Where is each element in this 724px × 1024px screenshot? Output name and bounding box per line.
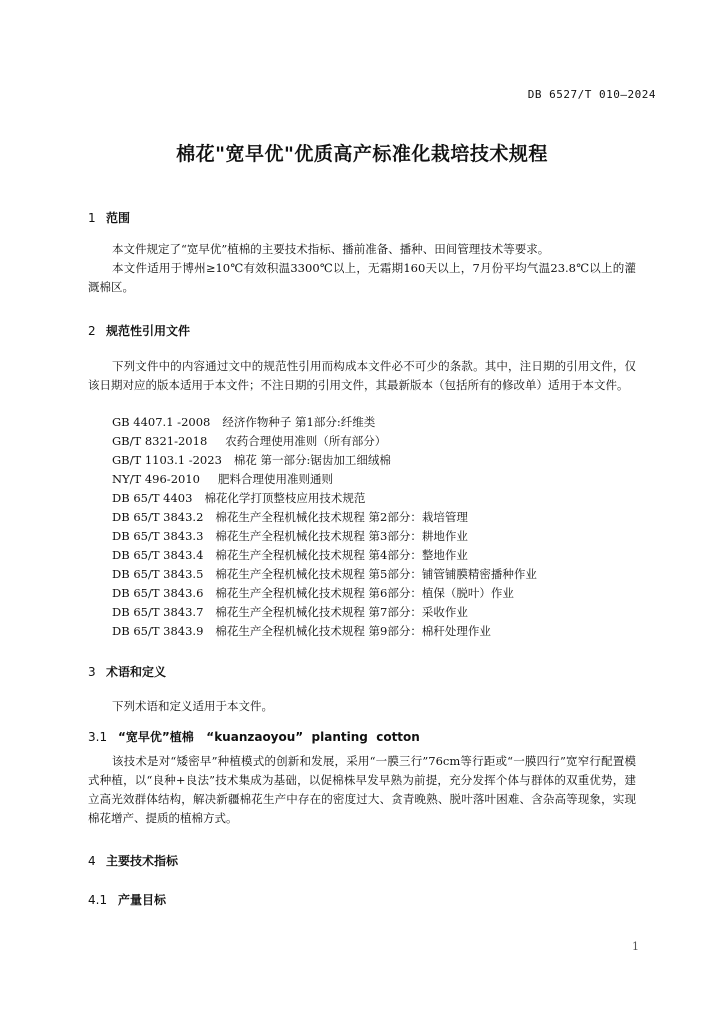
reference-item: [112, 471, 333, 487]
section-number: 3: [88, 665, 96, 679]
section-number: 4: [88, 854, 96, 868]
reference-item: [112, 585, 514, 601]
reference-item: [112, 452, 391, 468]
section-title: 术语和定义: [106, 665, 167, 679]
reference-code: DB 65/T 3843.7: [112, 605, 204, 619]
page-number: 1: [632, 940, 639, 953]
term-title: “宽早优”植棉 “kuanzaoyou” planting cotton: [118, 730, 420, 744]
reference-title: 肥料合理使用准则通则: [217, 472, 333, 486]
paragraph: 本文件规定了“宽早优”植棉的主要技术指标、播前准备、播种、田间管理技术等要求。: [112, 242, 550, 256]
reference-title: 棉花化学打顶整枝应用技术规范: [204, 491, 366, 505]
reference-item: [112, 509, 468, 525]
reference-code: DB 65/T 3843.2: [112, 510, 204, 524]
reference-title: 农药合理使用准则（所有部分）: [225, 434, 387, 448]
reference-code: GB/T 8321-2018: [112, 434, 208, 448]
section-number: 1: [88, 211, 96, 225]
reference-title: 棉花生产全程机械化技术规程 第3部分：耕地作业: [215, 529, 468, 543]
reference-title: 棉花生产全程机械化技术规程 第5部分：铺管铺膜精密播种作业: [215, 567, 537, 581]
standard-code: DB 6527/T 010—2024: [527, 88, 656, 101]
reference-code: DB 65/T 3843.4: [112, 548, 204, 562]
reference-item: [112, 490, 365, 506]
reference-item: [112, 547, 468, 563]
reference-code: GB 4407.1 -2008: [112, 415, 211, 429]
reference-item: [112, 433, 386, 449]
section-title: 规范性引用文件: [106, 324, 191, 338]
reference-title: 棉花生产全程机械化技术规程 第2部分：栽培管理: [215, 510, 468, 524]
section-number: 2: [88, 324, 96, 338]
reference-code: DB 65/T 3843.9: [112, 624, 204, 638]
reference-code: GB/T 1103.1 -2023: [112, 453, 222, 467]
subsection-number: 4.1: [88, 893, 108, 907]
reference-title: 经济作物种子 第1部分:纤维类: [222, 415, 376, 429]
document-title: 棉花"宽早优"优质高产标准化栽培技术规程: [176, 143, 548, 165]
reference-item: [112, 566, 537, 582]
reference-item: [112, 528, 468, 544]
section-2-heading: [88, 322, 190, 339]
reference-code: DB 65/T 3843.5: [112, 567, 204, 581]
subsection-4-1-heading: [88, 891, 166, 908]
reference-title: 棉花生产全程机械化技术规程 第6部分：植保（脱叶）作业: [215, 586, 514, 600]
term-3-1-heading: [88, 728, 420, 745]
paragraph: 下列术语和定义适用于本文件。: [112, 699, 273, 713]
reference-code: DB 65/T 3843.3: [112, 529, 204, 543]
section-title: 范围: [106, 211, 131, 225]
reference-title: 棉花生产全程机械化技术规程 第4部分：整地作业: [215, 548, 468, 562]
paragraph: 本文件适用于博州≥10℃有效积温3300℃以上，无霜期160天以上，7月份平均气温23.8℃以上的灌溉棉区。: [88, 261, 636, 294]
reference-title: 棉花 第一部分:锯齿加工细绒棉: [233, 453, 391, 467]
reference-code: DB 65/T 4403: [112, 491, 193, 505]
section-4-heading: [88, 852, 178, 869]
reference-code: NY/T 496-2010: [112, 472, 200, 486]
section-1-heading: [88, 209, 130, 226]
section-title: 主要技术指标: [106, 854, 179, 868]
reference-code: DB 65/T 3843.6: [112, 586, 204, 600]
reference-item: [112, 623, 491, 639]
term-number: 3.1: [88, 730, 108, 744]
reference-title: 棉花生产全程机械化技术规程 第9部分：棉秆处理作业: [215, 624, 491, 638]
paragraph: 下列文件中的内容通过文中的规范性引用而构成本文件必不可少的条款。其中，注日期的引用文件，仅该日期对应的版本适用于本文件；不注日期的引用文件，其最新版本（包括所有的修改单）适用于本文件。: [88, 359, 636, 392]
section-3-heading: [88, 663, 166, 680]
reference-item: [112, 604, 468, 620]
subsection-title: 产量目标: [118, 893, 167, 907]
reference-item: [112, 414, 375, 430]
term-definition: 该技术是对“矮密早”种植模式的创新和发展，采用“一膜三行”76cm等行距或“一膜四行”宽窄行配置模式种植，以“良种+良法”技术集成为基础，以促棉株早发早熟为前提，充分发挥个体与群体的双重优势，建立高光效群体结构，解决新疆棉花生产中存在的密度过大、贪青晚熟、脱叶落叶困难、含杂高等现象，实现棉花增产、提质的植棉方式。: [88, 754, 636, 825]
reference-title: 棉花生产全程机械化技术规程 第7部分：采收作业: [215, 605, 468, 619]
